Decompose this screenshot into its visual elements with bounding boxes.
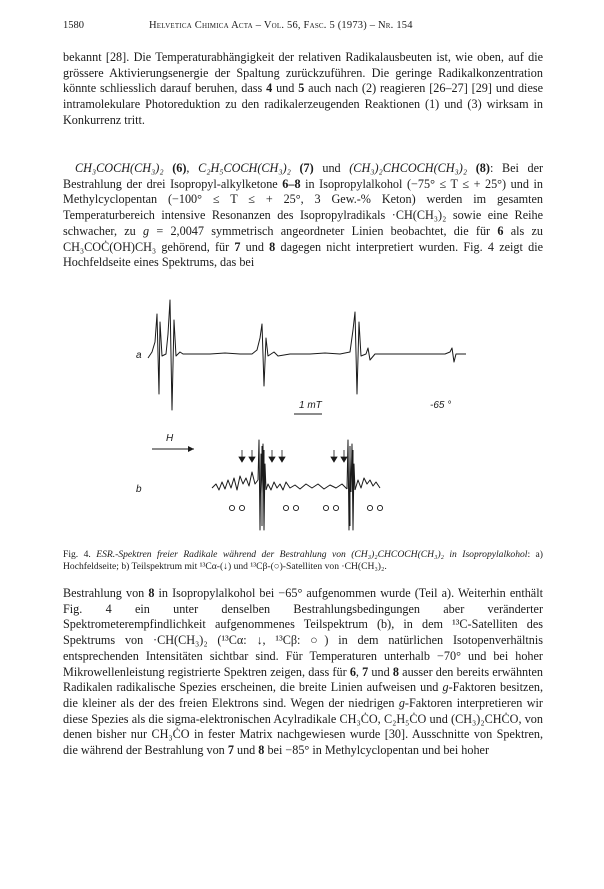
- paragraph-3: [63, 586, 543, 759]
- text: in Isopropylalkohol (−75° ≤ T ≤ + 25°) und in Methylcyclopentan (−100° ≤ T ≤ + 25°, 3 Gew.-% Keton) werden im gesamten Temperaturbereich intensive Resonanzen des Isopropylradikals ·CH(CH₃)₂ sowie eine Reihe schwacher, zu: [63, 176, 543, 238]
- compound-number: 8: [269, 239, 276, 254]
- scale-label: 1 mT: [299, 400, 322, 411]
- formula: (CH₃)₂CHCOCH(CH₃)₂: [349, 161, 468, 175]
- field-arrow-head: [188, 446, 194, 452]
- g-symbol: g: [442, 680, 449, 695]
- caption-title: ESR.-Spektren freier Radikale während der Bestrahlung von (CH₃)₂CHCOCH(CH₃)₂ in Isopropylalkohol: [96, 549, 528, 560]
- text: ,: [355, 664, 363, 679]
- page-number: 1580: [63, 20, 84, 31]
- text: = 2,0047 symmetrisch angeordneter Linien beobachtet, die für: [149, 223, 498, 238]
- text: als zu CH₃COĊ(OH)CH₃ gehörend, für: [63, 223, 543, 254]
- text: in Isopropylalkohol bei −65° aufgenommen wurde (Teil a). Weiterhin enthält Fig. 4 ein unter denselben Bestrahlungsbedingungen aber veränderter Spektrometerempfindlichkeit aufgenommenes Teilspektrum (b), in dem ¹³C-Satelliten des Spektrums von ·CH(CH₃)₂ (¹³Cα: ↓, ¹³Cβ: ○) in dem natürlichen Isotopenverhältnis entsprechenden Intensitäten sichtbar sind. Für Temperaturen unterhalb −70° und bei hoher Mikrowellenleistung registrierte Spektren zeigen, dass für: [63, 586, 543, 679]
- compound-number: 6: [349, 664, 356, 679]
- text: auch nach (2) reagieren [26–27] [29] und diese intramolekulare Photoreduktion zu den radikalerzeugenden Reaktionen (1) und (3) wirksam in Konkurrenz tritt.: [63, 81, 544, 127]
- paragraph-2: CH₃COCH(CH₃)₂ (6), C₂H₅COCH(CH₃)₂ (7) und (CH₃)₂CHCOCH(CH₃)₂ (8): Bei der Bestrahlung der drei Isopropyl-alkylketone 6–8 in Isopropylalkohol (−75° ≤ T ≤ + 25°) und in Methylcyclopentan (−100° ≤ T ≤ + 25°, 3 Gew.-% Keton) werden im gesamten Temperaturbereich intensive Resonanzen des Isopropylradikals ·CH(CH₃)₂ sowie eine Reihe schwacher, zu g = 2,0047 symmetrisch angeordneter Linien beobachtet, die für 6 als zu CH₃COĊ(OH)CH₃ gehörend, für 7 und 8 dagegen nicht interpretiert wurden. Fig. 4 zeigt die Hochfeldseite eines Spektrums, das bei: [63, 161, 544, 270]
- text: Bestrahlung von: [63, 586, 149, 600]
- spectrum-b-trace: [212, 440, 380, 530]
- journal-running-title: Helvetica Chimica Acta – Vol. 56, Fasc. 5 (1973) – Nr. 154: [149, 20, 413, 31]
- compound-number: 8: [258, 743, 265, 758]
- formula: CH₃COCH(CH₃)₂: [75, 161, 164, 175]
- page-header: [63, 20, 543, 34]
- text: : Bei der Bestrahlung der drei Isopropyl-alkylketone: [63, 161, 544, 191]
- text: und: [322, 161, 341, 175]
- compound-number: 7: [362, 664, 369, 679]
- compound-number: 5: [298, 81, 305, 96]
- text: bekannt [28]. Die Temperaturabhängigkeit der relativen Radikalausbeuten ist, wie oben, auf die grössere Aktivierungsenergie der Spaltung zurückzuführen. Die geringe Radikalkonzentration könnte schliesslich darauf beruhen, dass: [63, 50, 543, 96]
- text: ausser den bereits erwähnten Radikalen radikalische Spezies erscheinen, die breite Linien aufweisen und: [63, 664, 544, 695]
- text: bei −85° in Methylcyclopentan und bei hoher: [264, 743, 490, 758]
- text: -Faktoren interpretieren wir diese Spezies als die sigma-elektronischen Acylradikale CH₃ĊO, C₂H₅ĊO und (CH₃)₂CHĊO, von denen bisher nur CH₃ĊO in fester Matrix nachgewiesen wurde [30]. Ausschnitte von Spektren, die während der Bestrahlung von: [63, 695, 543, 758]
- g-symbol: g: [398, 695, 405, 710]
- field-label: H: [166, 433, 174, 444]
- paragraph-1: [63, 50, 543, 129]
- c13-alpha-markers: [239, 450, 347, 462]
- c13-beta-markers: [229, 505, 382, 510]
- figure-caption: [63, 549, 543, 573]
- spectrum-a-trace: [148, 300, 466, 410]
- caption-text: : a) Hochfeldseite; b) Teilspektrum mit ¹³Cα-(↓) und ¹³Cβ-(○)-Satelliten von ·CH(CH₃)₂.: [63, 549, 543, 572]
- text: und: [233, 743, 259, 758]
- compound-number: (6): [172, 161, 187, 175]
- esr-spectrum-plot: [100, 294, 520, 546]
- formula: C₂H₅COCH(CH₃)₂: [198, 161, 291, 175]
- compound-number: 7: [227, 743, 234, 758]
- esr-spectrum-figure: [100, 294, 520, 546]
- compound-number: 8: [392, 664, 399, 679]
- text: -Faktoren besitzen, die kleiner als der des freien Elektrons sind. Wegen der niedrigen: [63, 680, 543, 710]
- compound-number: (8): [475, 161, 490, 175]
- temperature-label: -65 °: [430, 400, 452, 411]
- text: und: [272, 81, 299, 96]
- compound-number: (7): [299, 161, 314, 175]
- compound-number: 6–8: [282, 176, 301, 191]
- text: und: [368, 664, 393, 679]
- g-symbol: g: [143, 223, 150, 238]
- compound-number: 7: [234, 239, 241, 254]
- compound-number: 4: [266, 81, 273, 96]
- text: und: [240, 239, 270, 254]
- caption-lead: Fig. 4.: [63, 549, 97, 560]
- spectrum-a-label: a: [136, 350, 142, 361]
- compound-number: 6: [497, 223, 504, 238]
- text: dagegen nicht interpretiert wurden. Fig. 4 zeigt die Hochfeldseite eines Spektrums, das bei: [63, 239, 543, 270]
- compound-number: 8: [148, 586, 155, 600]
- spectrum-b-label: b: [136, 484, 142, 495]
